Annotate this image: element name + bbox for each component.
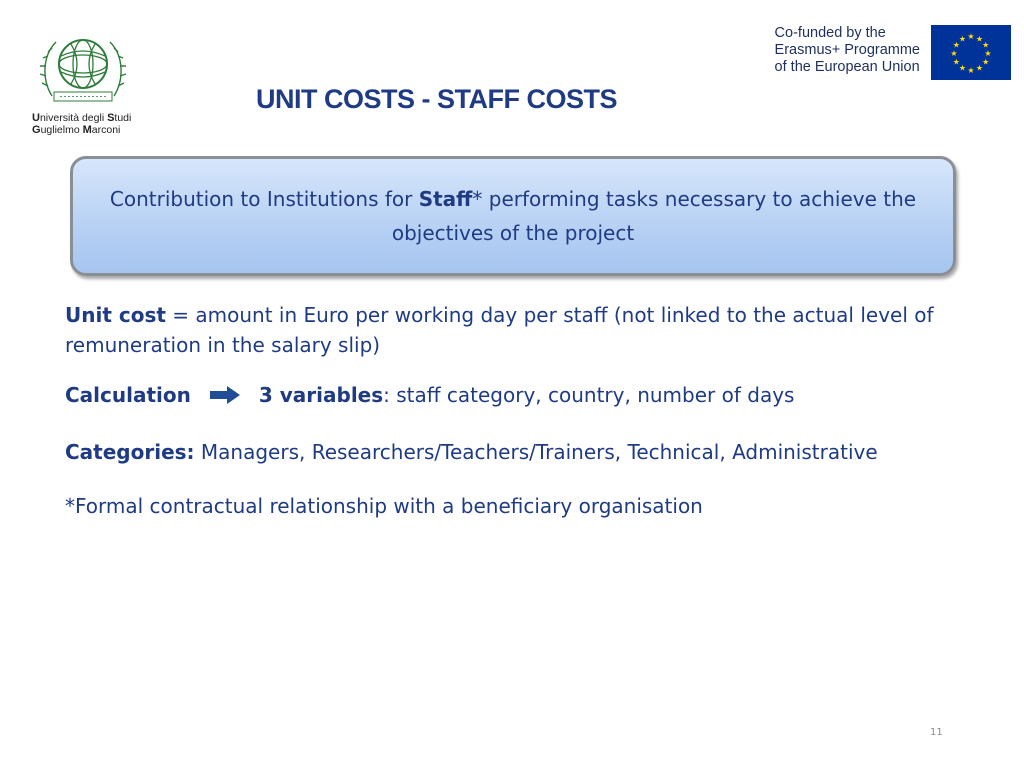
callout-text: Contribution to Institutions for Staff* performing tasks necessary to achieve the objectives of the project xyxy=(109,187,917,245)
page-number: 11 xyxy=(930,727,943,738)
svg-text:★: ★ xyxy=(967,32,975,41)
right-arrow-icon xyxy=(209,385,241,405)
svg-text:★: ★ xyxy=(975,63,984,73)
footnote-paragraph: *Formal contractual relationship with a beneficiary organisation xyxy=(65,494,703,518)
page-title: UNIT COSTS - STAFF COSTS xyxy=(256,84,617,114)
staff-definition-callout xyxy=(70,156,956,276)
categories-label: Categories: xyxy=(65,440,195,464)
university-name-line1: Università degli Studi xyxy=(32,112,132,124)
university-logo xyxy=(32,30,132,136)
eu-cofunded-text: Co-funded by the Erasmus+ Programme of the European Union xyxy=(774,25,920,75)
calculation-paragraph: Calculation 3 variables: staff category, country, number of days xyxy=(65,380,965,410)
content-body xyxy=(65,300,965,521)
eu-cofunded-badge xyxy=(655,15,1017,95)
university-emblem-icon xyxy=(38,30,128,112)
svg-text:★: ★ xyxy=(984,49,992,58)
svg-text:★: ★ xyxy=(958,34,967,44)
svg-text:★: ★ xyxy=(958,63,967,73)
eu-flag-icon xyxy=(931,25,1011,80)
svg-text:★: ★ xyxy=(967,66,975,75)
university-name-line2: Guglielmo Marconi xyxy=(32,124,121,136)
calculation-label: Calculation xyxy=(65,383,191,407)
svg-text:★: ★ xyxy=(982,40,990,50)
svg-text:★: ★ xyxy=(952,40,960,50)
svg-text:★: ★ xyxy=(950,49,958,58)
variables-label: 3 variables xyxy=(258,383,384,407)
categories-paragraph: Categories: Managers, Researchers/Teachers/Trainers, Technical, Administrative xyxy=(65,440,878,464)
svg-text:★: ★ xyxy=(975,34,984,44)
svg-text:★: ★ xyxy=(952,57,960,67)
unit-cost-paragraph: Unit cost = amount in Euro per working day per staff (not linked to the actual level of remuneration in the salary slip) xyxy=(65,303,934,357)
unit-cost-label: Unit cost xyxy=(65,303,166,327)
svg-text:★: ★ xyxy=(982,57,990,67)
